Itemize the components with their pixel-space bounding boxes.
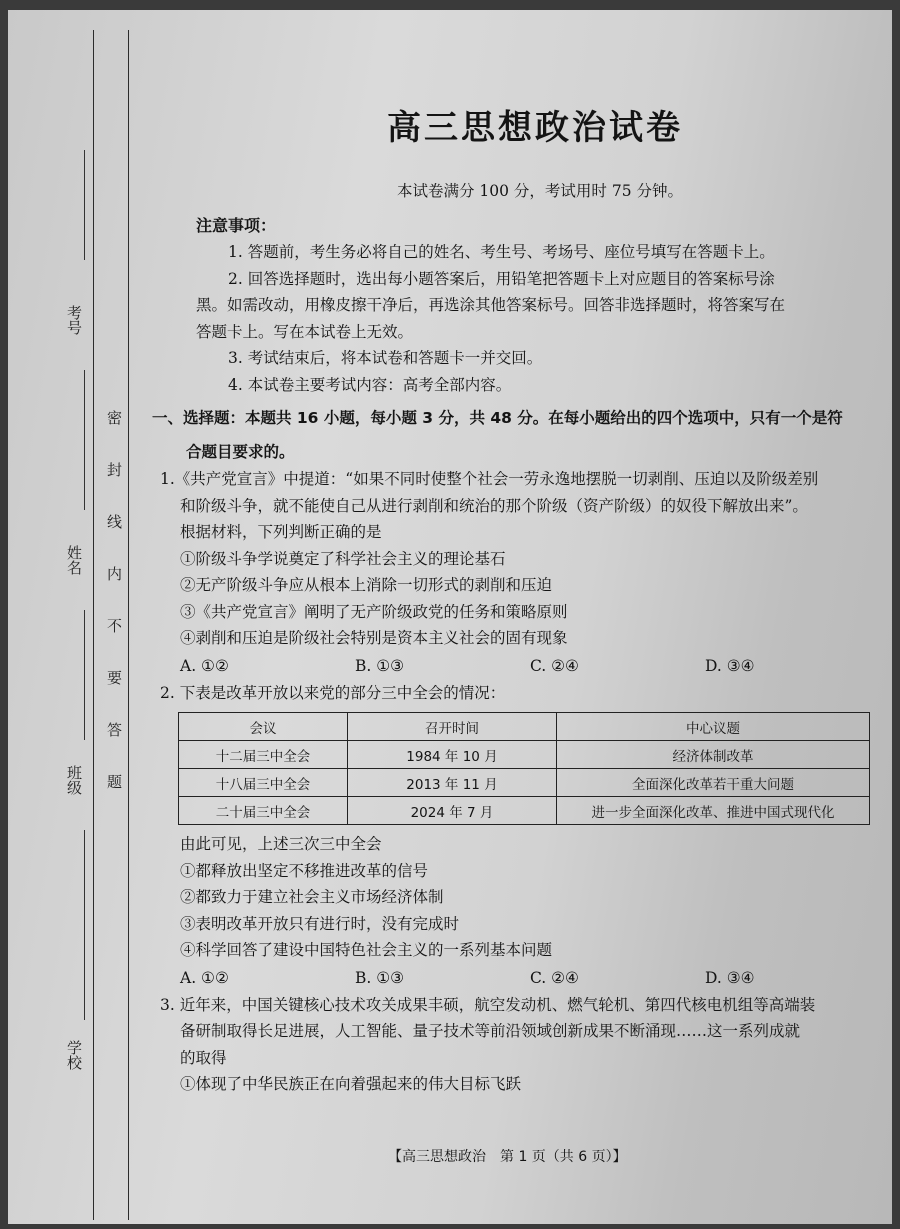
q2-item: ④科学回答了建设中国特色社会主义的一系列基本问题	[180, 941, 553, 959]
table-cell: 经济体制改革	[557, 741, 870, 769]
table-row	[179, 797, 870, 825]
field-line-class	[84, 610, 85, 740]
table-header: 中心议题	[557, 713, 870, 741]
field-label-school: 学校	[65, 1040, 83, 1070]
q2-options	[160, 964, 880, 992]
q1-stem: 1.《共产党宣言》中提道：“如果不同时使整个社会一劳永逸地摆脱一切剥削、压迫以及阶级差别	[160, 470, 819, 488]
plenum-table	[178, 712, 870, 825]
table-header-row	[179, 713, 870, 741]
q2-stem: 2. 下表是改革开放以来党的部分三中全会的情况：	[160, 683, 506, 702]
q2-lead: 由此可见，上述三次三中全会	[180, 835, 382, 853]
q2-item: ②都致力于建立社会主义市场经济体制	[180, 888, 444, 906]
notice-line: 答题卡上。写在本试卷上无效。	[196, 322, 414, 341]
field-line-name	[84, 370, 85, 510]
q1-option-c[interactable]: C. ②④	[530, 656, 579, 675]
notice-line: 黑。如需改动，用橡皮擦干净后，再选涂其他答案标号。回答非选择题时，将答案写在	[196, 296, 786, 314]
q2-option-d[interactable]: D. ③④	[705, 968, 755, 987]
table-row	[179, 769, 870, 797]
q3-stem: 备研制取得长足进展，人工智能、量子技术等前沿领域创新成果不断涌现……这一系列成就	[180, 1022, 801, 1040]
q3-stem: 的取得	[180, 1048, 227, 1067]
table-cell: 十二届三中全会	[179, 741, 348, 769]
q2-item: ③表明改革开放只有进行时，没有完成时	[180, 914, 460, 933]
field-line-school	[84, 830, 85, 1020]
margin-rule-inner	[128, 30, 129, 1220]
field-label-class: 班级	[65, 765, 83, 795]
notice-line: 1. 答题前，考生务必将自己的姓名、考生号、考场号、座位号填写在答题卡上。	[228, 243, 775, 261]
seal-line-notice: 密封线内不要答题	[105, 410, 123, 826]
section-heading: 一、选择题：本题共 16 小题，每小题 3 分，共 48 分。在每小题给出的四个选项中，只有一个是符	[152, 409, 843, 427]
q2-option-a[interactable]: A. ①②	[180, 968, 229, 987]
q1-item: ②无产阶级斗争应从根本上消除一切形式的剥削和压迫	[180, 576, 553, 594]
q3-item: ①体现了中华民族正在向着强起来的伟大目标飞跃	[180, 1075, 522, 1093]
q1-stem: 根据材料，下列判断正确的是	[180, 523, 382, 541]
q1-stem: 和阶级斗争，就不能使自己从进行剥削和统治的那个阶级（资产阶级）的奴役下解放出来”。	[180, 496, 808, 515]
page-footer: 【高三思想政治 第 1 页（共 6 页）】	[388, 1149, 627, 1165]
margin-rule-outer	[93, 30, 94, 1220]
q3-stem: 3. 近年来，中国关键核心技术攻关成果丰硕，航空发动机、燃气轮机、第四代核电机组等高端装	[160, 995, 816, 1014]
exam-title: 高三思想政治试卷	[387, 108, 683, 148]
table-cell: 十八届三中全会	[179, 769, 348, 797]
q1-options	[160, 652, 880, 680]
exam-paper	[8, 10, 892, 1224]
field-label-exam-number: 考号	[65, 305, 83, 335]
notice-line: 4. 本试卷主要考试内容：高考全部内容。	[228, 375, 512, 394]
exam-content	[152, 100, 880, 1098]
score-info: 本试卷满分 100 分，考试用时 75 分钟。	[396, 182, 684, 200]
q1-option-b[interactable]: B. ①③	[355, 656, 405, 675]
table-header: 召开时间	[348, 713, 557, 741]
q1-option-a[interactable]: A. ①②	[180, 656, 229, 675]
table-cell: 二十届三中全会	[179, 797, 348, 825]
q2-option-c[interactable]: C. ②④	[530, 968, 579, 987]
q1-item: ④剥削和压迫是阶级社会特别是资本主义社会的固有现象	[180, 629, 568, 647]
field-line-exam-number	[84, 150, 85, 260]
q1-item: ③《共产党宣言》阐明了无产阶级政党的任务和策略原则	[180, 602, 568, 621]
notice-line: 3. 考试结束后，将本试卷和答题卡一并交回。	[228, 349, 543, 367]
q2-option-b[interactable]: B. ①③	[355, 968, 405, 987]
table-cell: 全面深化改革若干重大问题	[557, 769, 870, 797]
table-cell: 2013 年 11 月	[348, 769, 557, 797]
q2-item: ①都释放出坚定不移推进改革的信号	[180, 861, 429, 880]
table-header: 会议	[179, 713, 348, 741]
table-cell: 2024 年 7 月	[348, 797, 557, 825]
notice-line: 2. 回答选择题时，选出每小题答案后，用铅笔把答题卡上对应题目的答案标号涂	[228, 269, 775, 288]
field-label-name: 姓名	[65, 545, 83, 575]
section-heading-cont: 合题目要求的。	[186, 443, 295, 461]
table-cell: 进一步全面深化改革、推进中国式现代化	[557, 797, 870, 825]
table-row	[179, 741, 870, 769]
notice-heading: 注意事项：	[196, 216, 277, 235]
q1-item: ①阶级斗争学说奠定了科学社会主义的理论基石	[180, 549, 506, 568]
table-cell: 1984 年 10 月	[348, 741, 557, 769]
q1-option-d[interactable]: D. ③④	[705, 656, 755, 675]
